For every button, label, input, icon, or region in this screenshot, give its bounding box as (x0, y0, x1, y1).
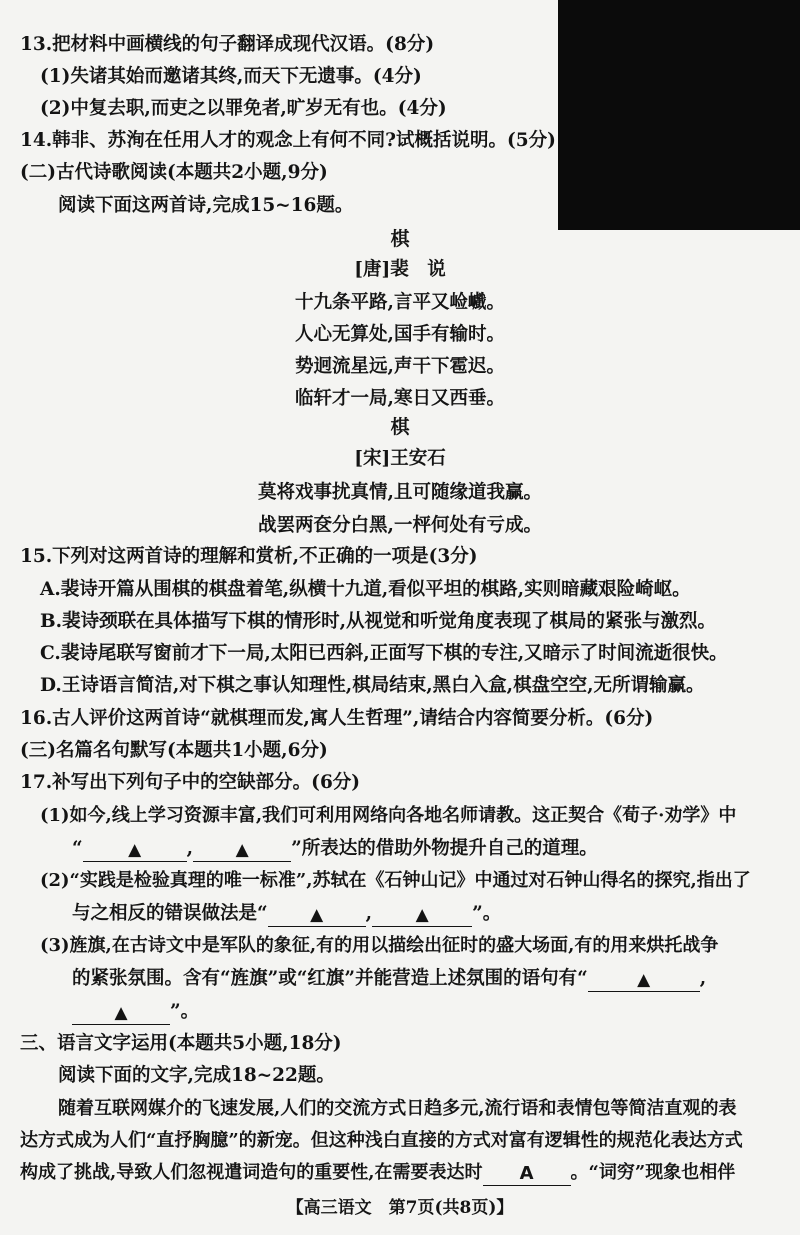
q15-option-d: D.王诗语言简洁,对下棋之事认知理性,棋局结束,黑白入盒,棋盘空空,无所谓输赢。 (40, 675, 705, 696)
q17-part1-blanks (72, 836, 598, 862)
q16-question: 16.古人评价这两首诗“就棋理而发,寓人生哲理”,请结合内容简要分析。(6分) (20, 708, 654, 729)
q14-question: 14.韩非、苏洵在任用人才的观念上有何不同?试概括说明。(5分) (20, 130, 556, 151)
section2-intro: 阅读下面这两首诗,完成15~16题。 (58, 195, 354, 216)
q13-title: 13.把材料中画横线的句子翻译成现代汉语。(8分) (20, 34, 435, 55)
q13-sentence-2: (2)中复去职,而吏之以罪免者,旷岁无有也。(4分) (40, 98, 447, 119)
blank-field[interactable] (372, 904, 472, 927)
q17-part1-text: (1)如今,线上学习资源丰富,我们可利用网络向各地名师请教。这正契合《荀子·劝学》中 (40, 805, 737, 826)
q17-part2-blanks (72, 901, 501, 927)
part2-lead: 与之相反的错误做法是“ (72, 903, 268, 924)
poem1-line-4: 临轩才一局,寒日又西垂。 (295, 388, 505, 409)
blank-field[interactable] (83, 839, 187, 862)
passage-line-2: 达方式成为人们“直抒胸臆”的新宠。但这种浅白直接的方式对富有逻辑性的规范化表达方式 (20, 1130, 743, 1151)
poem1-line-1: 十九条平路,言平又崄巇。 (295, 292, 505, 313)
blank-field[interactable] (193, 839, 291, 862)
part3-lead: 的紧张氛围。含有“旌旗”或“红旗”并能营造上述氛围的语句有“ (72, 968, 588, 989)
triangle-marker-icon: ▲ (128, 840, 142, 860)
poem2-line-2: 战罢两奁分白黑,一枰何处有亏成。 (258, 515, 542, 536)
q17-part2-text: (2)“实践是检验真理的唯一标准”,苏轼在《石钟山记》中通过对石钟山得名的探究,指出了 (40, 870, 751, 891)
passage-line-3 (20, 1160, 735, 1186)
q15-option-c: C.裴诗尾联写窗前才下一局,太阳已西斜,正面写下棋的专注,又暗示了时间流逝很快。 (40, 643, 728, 664)
poem1-title: 棋 (390, 228, 410, 250)
separator: , (186, 838, 194, 859)
q17-part3-text: (3)旌旗,在古诗文中是军队的象征,有的用以描绘出征时的盛大场面,有的用来烘托战争 (40, 935, 719, 956)
q17-part3-blanks-cont (72, 999, 199, 1025)
poem2-author: [宋]王安石 (354, 448, 446, 469)
q17-title: 17.补写出下列句子中的空缺部分。(6分) (20, 772, 361, 793)
q13-sentence-1: (1)失诸其始而邀诸其终,而天下无遗事。(4分) (40, 66, 422, 87)
q15-title: 15.下列对这两首诗的理解和赏析,不正确的一项是(3分) (20, 546, 478, 567)
q17-part3-blanks (72, 966, 706, 992)
section2-heading: (二)古代诗歌阅读(本题共2小题,9分) (20, 162, 328, 183)
q15-option-a: A.裴诗开篇从围棋的棋盘着笔,纵横十九道,看似平坦的棋路,实则暗藏艰险崎岖。 (40, 579, 691, 600)
section-language-intro: 阅读下面的文字,完成18~22题。 (58, 1065, 335, 1086)
blank-field[interactable] (588, 969, 700, 992)
section3-heading: (三)名篇名句默写(本题共1小题,6分) (20, 740, 328, 761)
poem2-line-1: 莫将戏事扰真情,且可随缘道我赢。 (258, 482, 542, 503)
triangle-marker-icon: ▲ (310, 905, 324, 925)
triangle-marker-icon: ▲ (415, 905, 429, 925)
triangle-marker-icon: ▲ (637, 970, 651, 990)
passage-line-3-start: 构成了挑战,导致人们忽视遣词造句的重要性,在需要表达时 (20, 1162, 483, 1183)
separator: , (699, 968, 707, 989)
page-footer: 【高三语文 第7页(共8页)】 (286, 1198, 514, 1218)
poem1-line-2: 人心无算处,国手有输时。 (295, 324, 505, 345)
blank-a-field[interactable]: A (483, 1163, 571, 1186)
blank-field[interactable] (268, 904, 366, 927)
part1-ending: ”所表达的借助外物提升自己的道理。 (291, 838, 598, 859)
separator: , (365, 903, 373, 924)
open-quote: “ (72, 838, 83, 859)
part3-ending: ”。 (170, 1001, 200, 1022)
triangle-marker-icon: ▲ (114, 1003, 128, 1023)
passage-line-1: 随着互联网媒介的飞速发展,人们的交流方式日趋多元,流行语和表情包等简洁直观的表 (58, 1098, 737, 1119)
passage-line-3-end: 。“词穷”现象也相伴 (570, 1162, 736, 1183)
blank-field[interactable] (72, 1002, 170, 1025)
triangle-marker-icon: ▲ (235, 840, 249, 860)
poem1-line-3: 势迥流星远,声干下雹迟。 (295, 356, 505, 377)
poem1-author: [唐]裴 说 (354, 259, 446, 280)
q15-option-b: B.裴诗颈联在具体描写下棋的情形时,从视觉和听觉角度表现了棋局的紧张与激烈。 (40, 611, 717, 632)
section-language-heading: 三、语言文字运用(本题共5小题,18分) (20, 1033, 342, 1054)
redaction-block (558, 0, 800, 230)
part2-ending: ”。 (472, 903, 502, 924)
poem2-title: 棋 (390, 416, 410, 438)
